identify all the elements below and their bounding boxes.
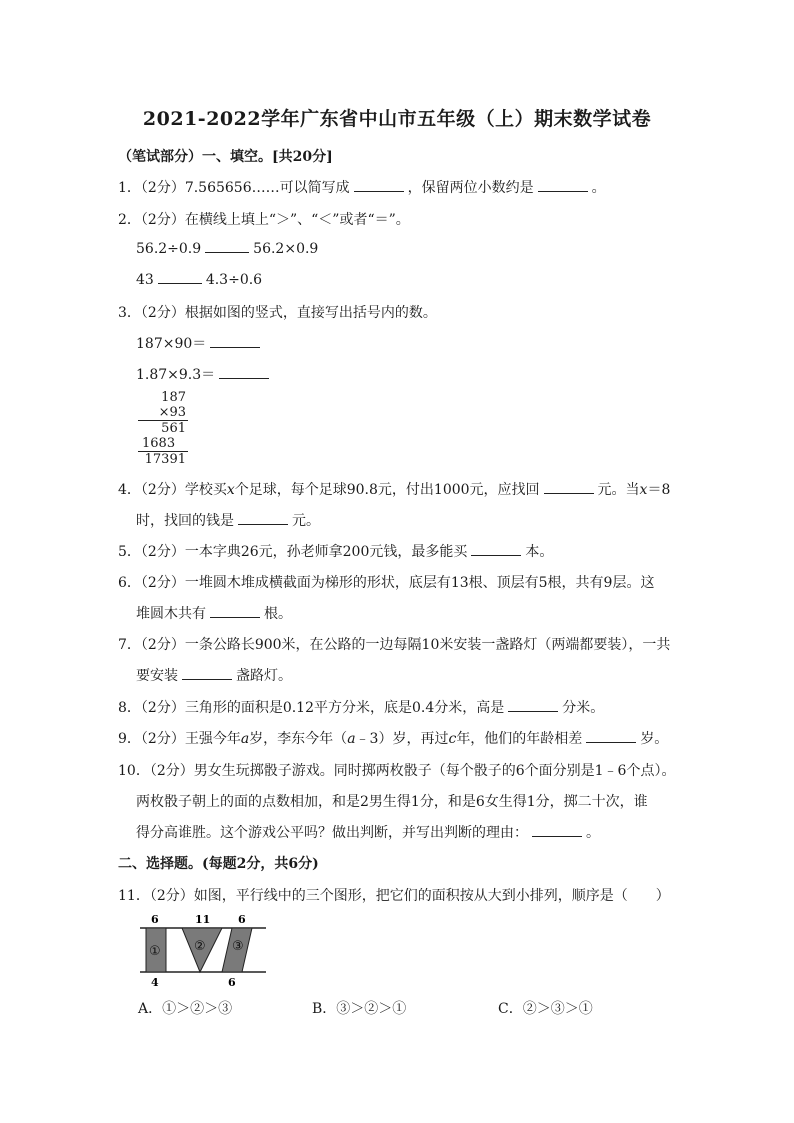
bottom-label: 6 bbox=[228, 976, 236, 989]
section-2-heading: 二、选择题。(每题2分，共6分) bbox=[118, 856, 319, 872]
vertical-multiplication bbox=[138, 390, 188, 467]
q6-text: 根。 bbox=[264, 606, 292, 622]
q4-text: 元。当 bbox=[597, 482, 640, 498]
q1-text-c: 。 bbox=[591, 180, 606, 196]
question-10-cont bbox=[136, 822, 600, 842]
vcalc-row: 17391 bbox=[144, 452, 186, 467]
answer-blank[interactable] bbox=[182, 667, 232, 680]
answer-blank[interactable] bbox=[544, 481, 594, 494]
figure-svg bbox=[138, 910, 268, 990]
question-10: 10．（2分）男女生玩掷骰子游戏。同时掷两枚骰子（每个骰子的6个面分别是1﹣6个点）。 bbox=[118, 763, 676, 779]
q5-text: 本。 bbox=[525, 544, 554, 560]
question-2: 2．（2分）在横线上填上“＞”、“＜”或者“＝”。 bbox=[118, 212, 410, 228]
q2-left-2: 43 bbox=[136, 272, 154, 288]
variable-c: c bbox=[448, 731, 457, 747]
q10-text: 。 bbox=[586, 825, 600, 841]
answer-blank[interactable] bbox=[471, 543, 521, 556]
top-label: 6 bbox=[151, 913, 159, 926]
shape-number: ① bbox=[149, 944, 161, 959]
answer-blank[interactable] bbox=[532, 824, 582, 837]
q9-text: 年，他们的年龄相差 bbox=[456, 731, 583, 747]
q2-right-2: 4.3÷0.6 bbox=[205, 272, 263, 288]
choice-c[interactable]: C．②＞③＞① bbox=[498, 1001, 593, 1017]
variable-a: a bbox=[347, 731, 356, 747]
q9-text: ﹣3）岁，再过 bbox=[355, 731, 449, 747]
q5-text: 5．（2分）一本字典26元，孙老师拿200元钱，最多能买 bbox=[118, 544, 468, 560]
question-9 bbox=[118, 728, 668, 748]
question-3: 3．（2分）根据如图的竖式，直接写出括号内的数。 bbox=[118, 305, 437, 321]
q9-text: 岁，李东今年（ bbox=[249, 731, 348, 747]
vcalc-row: 561 bbox=[161, 421, 186, 436]
q2-right-1: 56.2×0.9 bbox=[253, 241, 319, 257]
question-4 bbox=[118, 479, 670, 499]
q2-left-1: 56.2÷0.9 bbox=[136, 241, 202, 257]
vcalc-row: 187 bbox=[161, 390, 186, 405]
q2-compare-1 bbox=[136, 240, 318, 257]
answer-blank[interactable] bbox=[219, 366, 269, 379]
q4-text: ＝8 bbox=[647, 482, 671, 498]
answer-blank[interactable] bbox=[210, 335, 260, 348]
q1-text-b: ，保留两位小数约是 bbox=[407, 180, 534, 196]
q4-text: 时，找回的钱是 bbox=[136, 513, 234, 529]
q1-text-a: 1．（2分）7.565656……可以简写成 bbox=[118, 180, 350, 196]
q9-text: 9．（2分）王强今年 bbox=[118, 731, 241, 747]
choice-a[interactable]: A．①＞②＞③ bbox=[138, 1001, 233, 1017]
q3-line-2 bbox=[136, 364, 273, 384]
answer-blank[interactable] bbox=[205, 240, 249, 253]
question-7-cont bbox=[136, 665, 292, 685]
q7-text: 要安装 bbox=[136, 668, 178, 684]
question-6-cont bbox=[136, 603, 292, 623]
q10-text: 得分高谁胜。这个游戏公平吗？做出判断，并写出判断的理由： bbox=[136, 825, 528, 841]
q3-expr-1: 187×90＝ bbox=[136, 336, 207, 352]
variable-a: a bbox=[240, 731, 250, 747]
answer-blank[interactable] bbox=[158, 271, 202, 284]
q8-text: 分米。 bbox=[562, 700, 605, 716]
q3-line-1 bbox=[136, 333, 264, 353]
question-6: 6．（2分）一堆圆木堆成横截面为梯形的形状，底层有13根、顶层有5根，共有9层。这 bbox=[118, 575, 655, 591]
q4-text: 个足球，每个足球90.8元，付出1000元，应找回 bbox=[234, 482, 540, 498]
bottom-label: 4 bbox=[151, 976, 159, 989]
variable-x: x bbox=[226, 482, 235, 498]
section-1-heading: （笔试部分）一、填空。[共20分] bbox=[118, 149, 333, 165]
parallel-lines-figure bbox=[138, 910, 268, 990]
vcalc-row: 1683 bbox=[138, 436, 188, 452]
question-5 bbox=[118, 541, 553, 561]
top-label: 6 bbox=[238, 913, 246, 926]
shape-number: ② bbox=[194, 939, 206, 954]
variable-x: x bbox=[639, 482, 648, 498]
q3-expr-2: 1.87×9.3＝ bbox=[136, 367, 216, 383]
answer-blank[interactable] bbox=[210, 605, 260, 618]
vcalc-row: ×93 bbox=[138, 405, 188, 421]
page-title: 2021-2022学年广东省中山市五年级（上）期末数学试卷 bbox=[142, 108, 652, 130]
answer-blank[interactable] bbox=[586, 730, 636, 743]
q4-text: 4．（2分）学校买 bbox=[118, 482, 227, 498]
question-8 bbox=[118, 697, 604, 717]
answer-blank[interactable] bbox=[508, 699, 558, 712]
shape-number: ③ bbox=[232, 939, 244, 954]
question-1 bbox=[118, 177, 606, 197]
answer-blank[interactable] bbox=[354, 179, 404, 192]
answer-blank[interactable] bbox=[538, 179, 588, 192]
question-4-cont bbox=[136, 510, 320, 530]
q4-text: 元。 bbox=[292, 513, 320, 529]
question-7: 7．（2分）一条公路长900米，在公路的一边每隔10米安装一盏路灯（两端都要装），一共 bbox=[118, 637, 671, 653]
answer-blank[interactable] bbox=[238, 512, 288, 525]
top-label: 11 bbox=[195, 913, 211, 926]
q6-text: 堆圆木共有 bbox=[136, 606, 206, 622]
q7-text: 盏路灯。 bbox=[236, 668, 292, 684]
q8-text: 8．（2分）三角形的面积是0.12平方分米，底是0.4分米，高是 bbox=[118, 700, 505, 716]
choice-b[interactable]: B．③＞②＞① bbox=[312, 1001, 407, 1017]
question-11: 11．（2分）如图，平行线中的三个图形，把它们的面积按从大到小排列，顺序是（ ） bbox=[118, 888, 670, 904]
question-10-cont: 两枚骰子朝上的面的点数相加，和是2男生得1分，和是6女生得1分，掷二十次，谁 bbox=[136, 794, 648, 810]
q9-text: 岁。 bbox=[640, 731, 669, 747]
q2-compare-2 bbox=[136, 271, 262, 288]
